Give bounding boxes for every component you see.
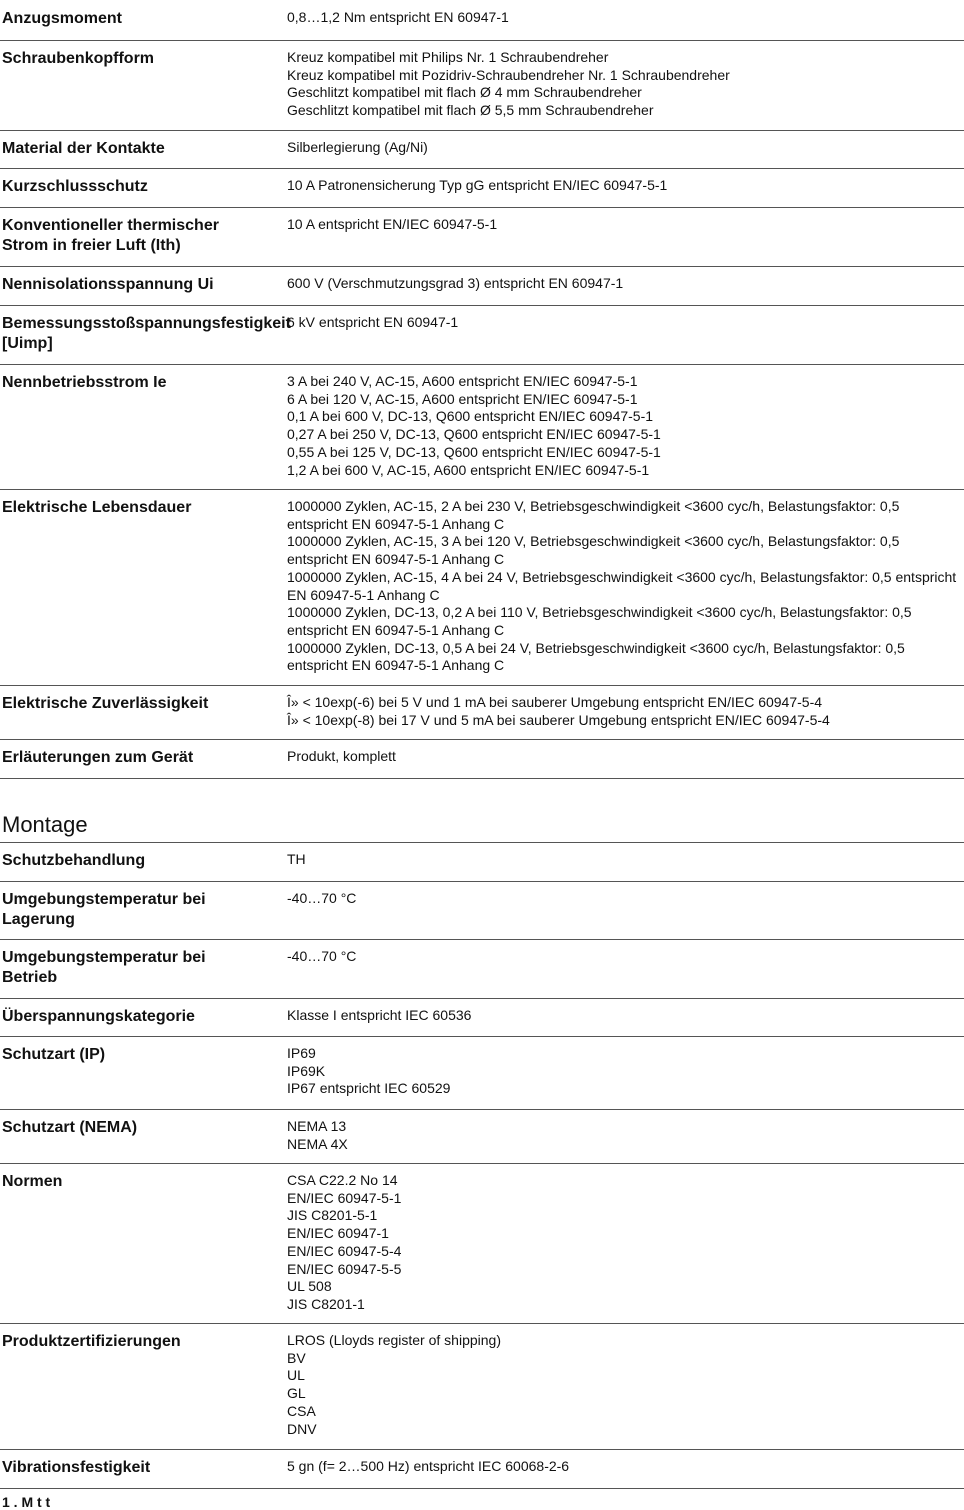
spec-value: Produkt, komplett xyxy=(287,748,396,764)
spec-value: 1000000 Zyklen, AC-15, 2 A bei 230 V, Betriebsgeschwindigkeit <3600 cyc/h, Belastungsfaktor: 0,5 entspricht EN 60947-5-1 Anhang C xyxy=(287,498,900,532)
divider xyxy=(0,40,964,41)
spec-label-erl-uterungen-zum-ger-t: Erläuterungen zum Gerät xyxy=(2,749,194,766)
spec-value: Kreuz kompatibel mit Pozidriv-Schraubendreher Nr. 1 Schraubendreher xyxy=(287,66,730,83)
spec-label-anzugsmoment: Anzugsmoment xyxy=(2,10,122,27)
spec-label-material-der-kontakte: Material der Kontakte xyxy=(2,140,165,157)
cut-off-heading: 1 . M t t xyxy=(2,1494,51,1510)
spec-label-schraubenkopfform: Schraubenkopfform xyxy=(2,50,155,67)
spec-value: 0,1 A bei 600 V, DC-13, Q600 entspricht EN/IEC 60947-5-1 xyxy=(287,408,654,425)
spec-label-schutzart-ip: Schutzart (IP) xyxy=(2,1046,106,1063)
spec-value-list xyxy=(287,498,959,675)
spec-value: 10 A Patronensicherung Typ gG entspricht EN/IEC 60947-5-1 xyxy=(287,177,668,193)
spec-value: EN/IEC 60947-5-1 xyxy=(287,1189,402,1206)
divider xyxy=(0,842,964,843)
divider xyxy=(0,739,964,740)
divider xyxy=(0,130,964,131)
spec-value: EN/IEC 60947-5-5 xyxy=(287,1260,402,1277)
spec-value-list xyxy=(287,1172,959,1314)
spec-label-elektrische-lebensdauer: Elektrische Lebensdauer xyxy=(2,499,192,516)
spec-value: 0,55 A bei 125 V, DC-13, Q600 entspricht EN/IEC 60947-5-1 xyxy=(287,443,661,460)
spec-value: IP69 xyxy=(287,1045,316,1061)
divider xyxy=(0,1036,964,1037)
spec-value-list xyxy=(287,373,959,479)
spec-value-list xyxy=(287,1007,959,1025)
spec-value: Kreuz kompatibel mit Philips Nr. 1 Schraubendreher xyxy=(287,49,609,65)
spec-label-umgebungstemperatur-bei-lagerung: Umgebungstemperatur bei Lagerung xyxy=(2,891,206,928)
spec-value: 1000000 Zyklen, AC-15, 4 A bei 24 V, Betriebsgeschwindigkeit <3600 cyc/h, Belastungsfaktor: 0,5 entspricht EN 60947-5-1 Anhang C xyxy=(287,568,957,603)
spec-value-list xyxy=(287,314,959,332)
spec-label-normen: Normen xyxy=(2,1173,63,1190)
spec-value: 1000000 Zyklen, DC-13, 0,2 A bei 110 V, Betriebsgeschwindigkeit <3600 cyc/h, Belastungsfaktor: 0,5 entspricht EN 60947-5-1 Anhang C xyxy=(287,604,912,638)
spec-value: EN/IEC 60947-1 xyxy=(287,1225,389,1242)
divider xyxy=(0,1163,964,1164)
divider xyxy=(0,1449,964,1450)
spec-value: Î» < 10exp(-6) bei 5 V und 1 mA bei sauberer Umgebung entspricht EN/IEC 60947-5-4 xyxy=(287,694,823,710)
divider xyxy=(0,364,964,365)
spec-value: GL xyxy=(287,1385,306,1402)
spec-label-vibrationsfestigkeit: Vibrationsfestigkeit xyxy=(2,1459,151,1476)
spec-value: UL 508 xyxy=(287,1278,332,1295)
spec-value-list xyxy=(287,890,959,908)
divider xyxy=(0,685,964,686)
spec-value: 1,2 A bei 600 V, AC-15, A600 entspricht EN/IEC 60947-5-1 xyxy=(287,461,650,478)
divider xyxy=(0,881,964,882)
spec-value-list xyxy=(287,1045,959,1098)
divider xyxy=(0,939,964,940)
spec-value: 6 A bei 120 V, AC-15, A600 entspricht EN/IEC 60947-5-1 xyxy=(287,390,638,407)
spec-value: JIS C8201-1 xyxy=(287,1295,365,1312)
spec-value: IP69K xyxy=(287,1062,326,1079)
spec-value: 600 V (Verschmutzungsgrad 3) entspricht EN 60947-1 xyxy=(287,275,624,291)
spec-value: 0,27 A bei 250 V, DC-13, Q600 entspricht EN/IEC 60947-5-1 xyxy=(287,426,661,443)
spec-value: Klasse I entspricht IEC 60536 xyxy=(287,1007,472,1023)
spec-label-kurzschlussschutz: Kurzschlussschutz xyxy=(2,178,148,195)
spec-label-umgebungstemperatur-bei-betrieb: Umgebungstemperatur bei Betrieb xyxy=(2,949,206,986)
divider xyxy=(0,778,964,779)
spec-label-konventioneller-thermischer-strom-in-freier-luft-ith: Konventioneller thermischer Strom in freier Luft (Ith) xyxy=(2,217,219,254)
spec-value: IP67 entspricht IEC 60529 xyxy=(287,1080,451,1097)
spec-label-bemessungssto-spannungsfestigkeit-uimp: Bemessungsstoßspannungsfestigkeit [Uimp] xyxy=(2,315,291,352)
divider xyxy=(0,998,964,999)
spec-value: UL xyxy=(287,1367,305,1384)
spec-value: 3 A bei 240 V, AC-15, A600 entspricht EN/IEC 60947-5-1 xyxy=(287,373,638,389)
spec-value-list xyxy=(287,49,959,120)
divider xyxy=(0,305,964,306)
spec-value-list xyxy=(287,139,959,157)
spec-value: EN/IEC 60947-5-4 xyxy=(287,1242,402,1259)
section-title-montage: Montage xyxy=(2,812,88,837)
spec-label-elektrische-zuverl-ssigkeit: Elektrische Zuverlässigkeit xyxy=(2,695,209,712)
spec-value: 0,8…1,2 Nm entspricht EN 60947-1 xyxy=(287,9,509,25)
spec-value: CSA C22.2 No 14 xyxy=(287,1172,398,1188)
spec-value-list xyxy=(287,1118,959,1153)
spec-value: -40…70 °C xyxy=(287,890,357,906)
spec-value: Silberlegierung (Ag/Ni) xyxy=(287,139,428,155)
spec-value: DNV xyxy=(287,1420,317,1437)
spec-value: Geschlitzt kompatibel mit flach Ø 4 mm Schraubendreher xyxy=(287,84,642,101)
spec-value: TH xyxy=(287,851,306,867)
spec-value-list xyxy=(287,851,959,869)
divider xyxy=(0,266,964,267)
spec-value: 10 A entspricht EN/IEC 60947-5-1 xyxy=(287,216,498,232)
spec-value: Î» < 10exp(-8) bei 17 V und 5 mA bei sauberer Umgebung entspricht EN/IEC 60947-5-4 xyxy=(287,711,830,728)
spec-value: 5 gn (f= 2…500 Hz) entspricht IEC 60068-2-6 xyxy=(287,1458,570,1474)
spec-label-schutzart-nema: Schutzart (NEMA) xyxy=(2,1119,138,1136)
divider xyxy=(0,207,964,208)
spec-value-list xyxy=(287,1458,959,1476)
spec-value: 6 kV entspricht EN 60947-1 xyxy=(287,314,459,330)
spec-value-list xyxy=(287,748,959,766)
spec-label-schutzbehandlung: Schutzbehandlung xyxy=(2,852,146,869)
spec-value-list xyxy=(287,9,959,27)
spec-value: NEMA 4X xyxy=(287,1135,348,1152)
spec-value: BV xyxy=(287,1349,306,1366)
spec-label-produktzertifizierungen: Produktzertifizierungen xyxy=(2,1333,181,1350)
divider xyxy=(0,1109,964,1110)
spec-value: 1000000 Zyklen, DC-13, 0,5 A bei 24 V, Betriebsgeschwindigkeit <3600 cyc/h, Belastungsfaktor: 0,5 entspricht EN 60947-5-1 Anhang C xyxy=(287,639,905,674)
divider xyxy=(0,489,964,490)
spec-value: JIS C8201-5-1 xyxy=(287,1207,378,1224)
spec-value: 1000000 Zyklen, AC-15, 3 A bei 120 V, Betriebsgeschwindigkeit <3600 cyc/h, Belastungsfaktor: 0,5 entspricht EN 60947-5-1 Anhang C xyxy=(287,533,900,568)
divider xyxy=(0,168,964,169)
spec-value-list xyxy=(287,275,959,293)
divider xyxy=(0,1323,964,1324)
spec-value: LROS (Lloyds register of shipping) xyxy=(287,1332,501,1348)
spec-value: CSA xyxy=(287,1402,316,1419)
spec-value-list xyxy=(287,694,959,729)
spec-value-list xyxy=(287,177,959,195)
divider xyxy=(0,1488,964,1489)
spec-value-list xyxy=(287,1332,959,1438)
spec-value: -40…70 °C xyxy=(287,948,357,964)
spec-value: NEMA 13 xyxy=(287,1118,347,1134)
spec-label-nennbetriebsstrom-ie: Nennbetriebsstrom Ie xyxy=(2,374,167,391)
spec-label-nennisolationsspannung-ui: Nennisolationsspannung Ui xyxy=(2,276,214,293)
spec-value-list xyxy=(287,948,959,966)
spec-label-berspannungskategorie: Überspannungskategorie xyxy=(2,1008,195,1025)
spec-value-list xyxy=(287,216,959,234)
spec-value: Geschlitzt kompatibel mit flach Ø 5,5 mm Schraubendreher xyxy=(287,102,654,119)
